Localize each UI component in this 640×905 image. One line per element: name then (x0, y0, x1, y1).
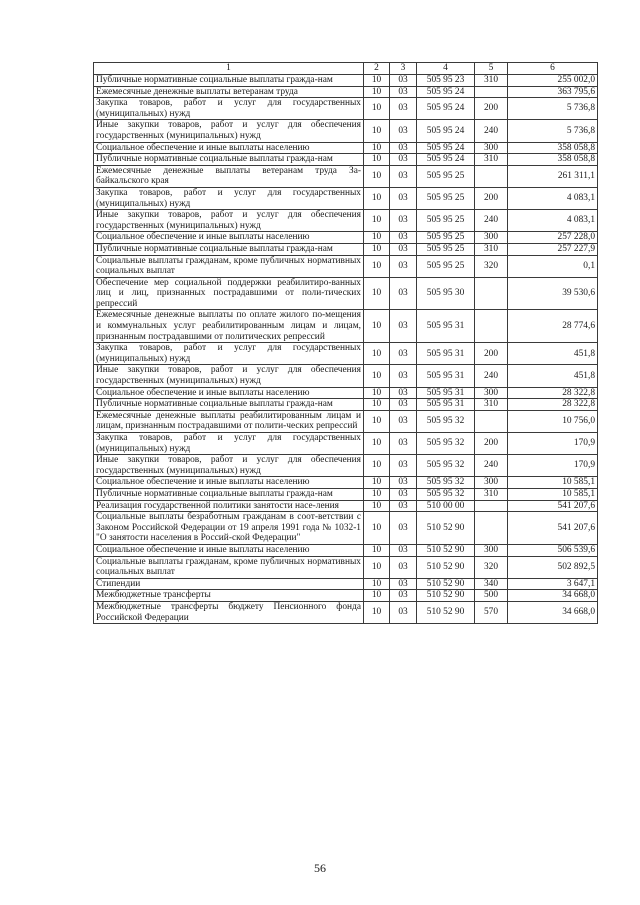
row-amount: 170,9 (508, 455, 598, 477)
row-expense-type: 310 (475, 399, 508, 411)
table-row (94, 410, 598, 432)
row-section-code: 10 (364, 410, 390, 432)
row-subsection-code: 03 (390, 232, 417, 244)
row-section-code: 10 (364, 590, 390, 602)
row-amount: 10 756,0 (508, 410, 598, 432)
row-subsection-code: 03 (390, 477, 417, 489)
row-section-code: 10 (364, 387, 390, 399)
table-row (94, 187, 598, 209)
row-target-article: 505 95 25 (417, 187, 475, 209)
row-subsection-code: 03 (390, 433, 417, 455)
row-amount: 261 311,1 (508, 165, 598, 187)
row-amount: 5 736,8 (508, 98, 598, 120)
row-expense-type: 200 (475, 433, 508, 455)
row-amount: 170,9 (508, 433, 598, 455)
row-target-article: 505 95 24 (417, 154, 475, 166)
row-expense-type: 300 (475, 477, 508, 489)
row-expense-type (475, 277, 508, 310)
row-amount: 4 083,1 (508, 210, 598, 232)
row-name: Реализация государственной политики занятости насе-ления (94, 500, 364, 512)
row-target-article: 505 95 32 (417, 477, 475, 489)
row-subsection-code: 03 (390, 601, 417, 623)
row-section-code: 10 (364, 433, 390, 455)
row-subsection-code: 03 (390, 365, 417, 387)
row-expense-type: 310 (475, 488, 508, 500)
row-name: Социальное обеспечение и иные выплаты населению (94, 142, 364, 154)
row-name: Межбюджетные трансферты (94, 590, 364, 602)
table-row (94, 578, 598, 590)
row-target-article: 505 95 25 (417, 232, 475, 244)
row-name: Социальные выплаты гражданам, кроме публичных нормативных социальных выплат (94, 556, 364, 578)
row-target-article: 505 95 24 (417, 98, 475, 120)
table-row (94, 142, 598, 154)
row-section-code: 10 (364, 488, 390, 500)
header-cell: 3 (390, 63, 417, 75)
row-target-article: 510 52 90 (417, 512, 475, 545)
row-target-article: 505 95 25 (417, 243, 475, 255)
row-name: Социальное обеспечение и иные выплаты населению (94, 544, 364, 556)
row-section-code: 10 (364, 142, 390, 154)
row-target-article: 505 95 31 (417, 387, 475, 399)
row-section-code: 10 (364, 243, 390, 255)
table-row (94, 277, 598, 310)
row-name: Закупка товаров, работ и услуг для государственных (муниципальных) нужд (94, 343, 364, 365)
row-expense-type: 200 (475, 187, 508, 209)
row-name: Социальные выплаты гражданам, кроме публичных нормативных социальных выплат (94, 255, 364, 277)
row-section-code: 10 (364, 601, 390, 623)
row-amount: 28 322,8 (508, 399, 598, 411)
row-amount: 506 539,6 (508, 544, 598, 556)
row-amount: 0,1 (508, 255, 598, 277)
table-row (94, 590, 598, 602)
row-target-article: 505 95 24 (417, 120, 475, 142)
row-section-code: 10 (364, 187, 390, 209)
row-name: Социальное обеспечение и иные выплаты населению (94, 232, 364, 244)
row-section-code: 10 (364, 365, 390, 387)
row-expense-type: 310 (475, 75, 508, 87)
table-body (94, 75, 598, 624)
row-subsection-code: 03 (390, 277, 417, 310)
row-name: Публичные нормативные социальные выплаты гражда-нам (94, 75, 364, 87)
row-section-code: 10 (364, 98, 390, 120)
row-target-article: 510 52 90 (417, 601, 475, 623)
table-row (94, 255, 598, 277)
table-row (94, 399, 598, 411)
row-expense-type: 320 (475, 255, 508, 277)
row-amount: 541 207,6 (508, 512, 598, 545)
row-amount: 358 058,8 (508, 154, 598, 166)
table-row (94, 500, 598, 512)
row-expense-type: 570 (475, 601, 508, 623)
row-expense-type: 300 (475, 232, 508, 244)
row-section-code: 10 (364, 255, 390, 277)
row-expense-type: 240 (475, 120, 508, 142)
row-subsection-code: 03 (390, 86, 417, 98)
row-name: Ежемесячные денежные выплаты ветеранам труда (94, 86, 364, 98)
row-name: Ежемесячные денежные выплаты по оплате жилого по-мещения и коммунальных услуг реабилитированным лицам и лицам, признанным пострадавшими от политических репрессий (94, 310, 364, 343)
row-subsection-code: 03 (390, 75, 417, 87)
row-amount: 39 530,6 (508, 277, 598, 310)
row-subsection-code: 03 (390, 210, 417, 232)
row-expense-type (475, 86, 508, 98)
row-amount: 358 058,8 (508, 142, 598, 154)
row-subsection-code: 03 (390, 410, 417, 432)
table-header-row (94, 63, 598, 75)
row-target-article: 505 95 25 (417, 210, 475, 232)
row-amount: 10 585,1 (508, 477, 598, 489)
table-row (94, 120, 598, 142)
row-section-code: 10 (364, 120, 390, 142)
table-row (94, 343, 598, 365)
row-name: Публичные нормативные социальные выплаты гражда-нам (94, 488, 364, 500)
row-name: Иные закупки товаров, работ и услуг для обеспечения государственных (муниципальных) нужд (94, 210, 364, 232)
header-cell: 2 (364, 63, 390, 75)
table-row (94, 477, 598, 489)
row-name: Межбюджетные трансферты бюджету Пенсионного фонда Российской Федерации (94, 601, 364, 623)
row-expense-type: 500 (475, 590, 508, 602)
row-expense-type (475, 410, 508, 432)
row-subsection-code: 03 (390, 154, 417, 166)
row-target-article: 505 95 31 (417, 343, 475, 365)
row-amount: 5 736,8 (508, 120, 598, 142)
row-target-article: 505 95 31 (417, 365, 475, 387)
row-amount: 34 668,0 (508, 601, 598, 623)
row-target-article: 510 52 90 (417, 578, 475, 590)
row-expense-type: 320 (475, 556, 508, 578)
row-amount: 28 774,6 (508, 310, 598, 343)
row-amount: 4 083,1 (508, 187, 598, 209)
table-row (94, 455, 598, 477)
row-name: Закупка товаров, работ и услуг для государственных (муниципальных) нужд (94, 98, 364, 120)
row-expense-type: 340 (475, 578, 508, 590)
row-amount: 255 002,0 (508, 75, 598, 87)
row-target-article: 505 95 31 (417, 399, 475, 411)
table-row (94, 387, 598, 399)
row-name: Социальные выплаты безработным гражданам в соот-ветствии с Законом Российской Федерации от 19 апреля 1991 года № 1032-1 "О занятости населения в Россий-ской Федерации" (94, 512, 364, 545)
row-amount: 3 647,1 (508, 578, 598, 590)
row-subsection-code: 03 (390, 512, 417, 545)
row-name: Закупка товаров, работ и услуг для государственных (муниципальных) нужд (94, 433, 364, 455)
row-target-article: 505 95 24 (417, 142, 475, 154)
row-amount: 451,8 (508, 365, 598, 387)
table-row (94, 75, 598, 87)
row-subsection-code: 03 (390, 187, 417, 209)
row-target-article: 505 95 31 (417, 310, 475, 343)
table-row (94, 310, 598, 343)
row-name: Иные закупки товаров, работ и услуг для обеспечения государственных (муниципальных) нужд (94, 455, 364, 477)
row-target-article: 505 95 25 (417, 255, 475, 277)
row-expense-type: 300 (475, 142, 508, 154)
table-row (94, 556, 598, 578)
row-amount: 34 668,0 (508, 590, 598, 602)
row-expense-type: 310 (475, 154, 508, 166)
row-name: Закупка товаров, работ и услуг для государственных (муниципальных) нужд (94, 187, 364, 209)
table-row (94, 601, 598, 623)
header-cell: 1 (94, 63, 364, 75)
row-amount: 363 795,6 (508, 86, 598, 98)
row-subsection-code: 03 (390, 343, 417, 365)
row-section-code: 10 (364, 277, 390, 310)
row-target-article: 505 95 32 (417, 433, 475, 455)
row-subsection-code: 03 (390, 142, 417, 154)
row-subsection-code: 03 (390, 590, 417, 602)
header-cell: 5 (475, 63, 508, 75)
row-expense-type (475, 512, 508, 545)
table-row (94, 210, 598, 232)
row-expense-type: 240 (475, 365, 508, 387)
row-target-article: 505 95 32 (417, 410, 475, 432)
row-target-article: 505 95 23 (417, 75, 475, 87)
row-amount: 541 207,6 (508, 500, 598, 512)
row-subsection-code: 03 (390, 165, 417, 187)
row-target-article: 505 95 32 (417, 455, 475, 477)
row-section-code: 10 (364, 343, 390, 365)
row-section-code: 10 (364, 86, 390, 98)
row-section-code: 10 (364, 399, 390, 411)
row-section-code: 10 (364, 232, 390, 244)
row-subsection-code: 03 (390, 243, 417, 255)
table-row (94, 154, 598, 166)
table-row (94, 488, 598, 500)
row-name: Публичные нормативные социальные выплаты гражда-нам (94, 243, 364, 255)
row-section-code: 10 (364, 544, 390, 556)
row-name: Обеспечение мер социальной поддержки реабилитиро-ванных лиц и лиц, признанных пострадавшими от поли-тических репрессий (94, 277, 364, 310)
row-section-code: 10 (364, 165, 390, 187)
table-row (94, 165, 598, 187)
row-name: Иные закупки товаров, работ и услуг для обеспечения государственных (муниципальных) нужд (94, 120, 364, 142)
table-row (94, 544, 598, 556)
row-expense-type: 200 (475, 343, 508, 365)
row-subsection-code: 03 (390, 544, 417, 556)
row-name: Публичные нормативные социальные выплаты гражда-нам (94, 399, 364, 411)
row-subsection-code: 03 (390, 556, 417, 578)
row-subsection-code: 03 (390, 120, 417, 142)
row-expense-type (475, 165, 508, 187)
row-expense-type: 300 (475, 544, 508, 556)
table-row (94, 512, 598, 545)
row-subsection-code: 03 (390, 310, 417, 343)
table-row (94, 232, 598, 244)
row-target-article: 510 00 00 (417, 500, 475, 512)
row-amount: 10 585,1 (508, 488, 598, 500)
budget-table (93, 62, 598, 624)
row-amount: 502 892,5 (508, 556, 598, 578)
row-amount: 28 322,8 (508, 387, 598, 399)
table-row (94, 433, 598, 455)
row-subsection-code: 03 (390, 500, 417, 512)
row-target-article: 505 95 25 (417, 165, 475, 187)
row-section-code: 10 (364, 500, 390, 512)
row-expense-type: 300 (475, 387, 508, 399)
row-section-code: 10 (364, 477, 390, 489)
row-subsection-code: 03 (390, 255, 417, 277)
row-amount: 257 228,0 (508, 232, 598, 244)
row-name: Ежемесячные денежные выплаты реабилитированным лицам и лицам, признанным пострадавшими от полити-ческих репрессий (94, 410, 364, 432)
row-section-code: 10 (364, 310, 390, 343)
row-subsection-code: 03 (390, 455, 417, 477)
table-row (94, 243, 598, 255)
row-section-code: 10 (364, 75, 390, 87)
header-cell: 4 (417, 63, 475, 75)
row-section-code: 10 (364, 455, 390, 477)
row-name: Социальное обеспечение и иные выплаты населению (94, 477, 364, 489)
row-name: Ежемесячные денежные выплаты ветеранам труда За-байкальского края (94, 165, 364, 187)
row-name: Социальное обеспечение и иные выплаты населению (94, 387, 364, 399)
row-target-article: 505 95 32 (417, 488, 475, 500)
page-number: 56 (314, 861, 326, 875)
row-expense-type: 240 (475, 210, 508, 232)
row-section-code: 10 (364, 154, 390, 166)
row-expense-type (475, 310, 508, 343)
row-expense-type: 200 (475, 98, 508, 120)
row-section-code: 10 (364, 578, 390, 590)
row-name: Публичные нормативные социальные выплаты гражда-нам (94, 154, 364, 166)
row-subsection-code: 03 (390, 387, 417, 399)
row-section-code: 10 (364, 210, 390, 232)
table-row (94, 86, 598, 98)
row-target-article: 510 52 90 (417, 556, 475, 578)
row-expense-type (475, 500, 508, 512)
table-row (94, 98, 598, 120)
row-target-article: 505 95 30 (417, 277, 475, 310)
row-subsection-code: 03 (390, 399, 417, 411)
row-amount: 451,8 (508, 343, 598, 365)
row-target-article: 505 95 24 (417, 86, 475, 98)
row-subsection-code: 03 (390, 98, 417, 120)
row-section-code: 10 (364, 556, 390, 578)
row-subsection-code: 03 (390, 578, 417, 590)
row-target-article: 510 52 90 (417, 544, 475, 556)
row-name: Стипендии (94, 578, 364, 590)
row-name: Иные закупки товаров, работ и услуг для обеспечения государственных (муниципальных) нужд (94, 365, 364, 387)
row-section-code: 10 (364, 512, 390, 545)
row-target-article: 510 52 90 (417, 590, 475, 602)
header-cell: 6 (508, 63, 598, 75)
row-amount: 257 227,9 (508, 243, 598, 255)
row-expense-type: 310 (475, 243, 508, 255)
row-expense-type: 240 (475, 455, 508, 477)
row-subsection-code: 03 (390, 488, 417, 500)
table-row (94, 365, 598, 387)
